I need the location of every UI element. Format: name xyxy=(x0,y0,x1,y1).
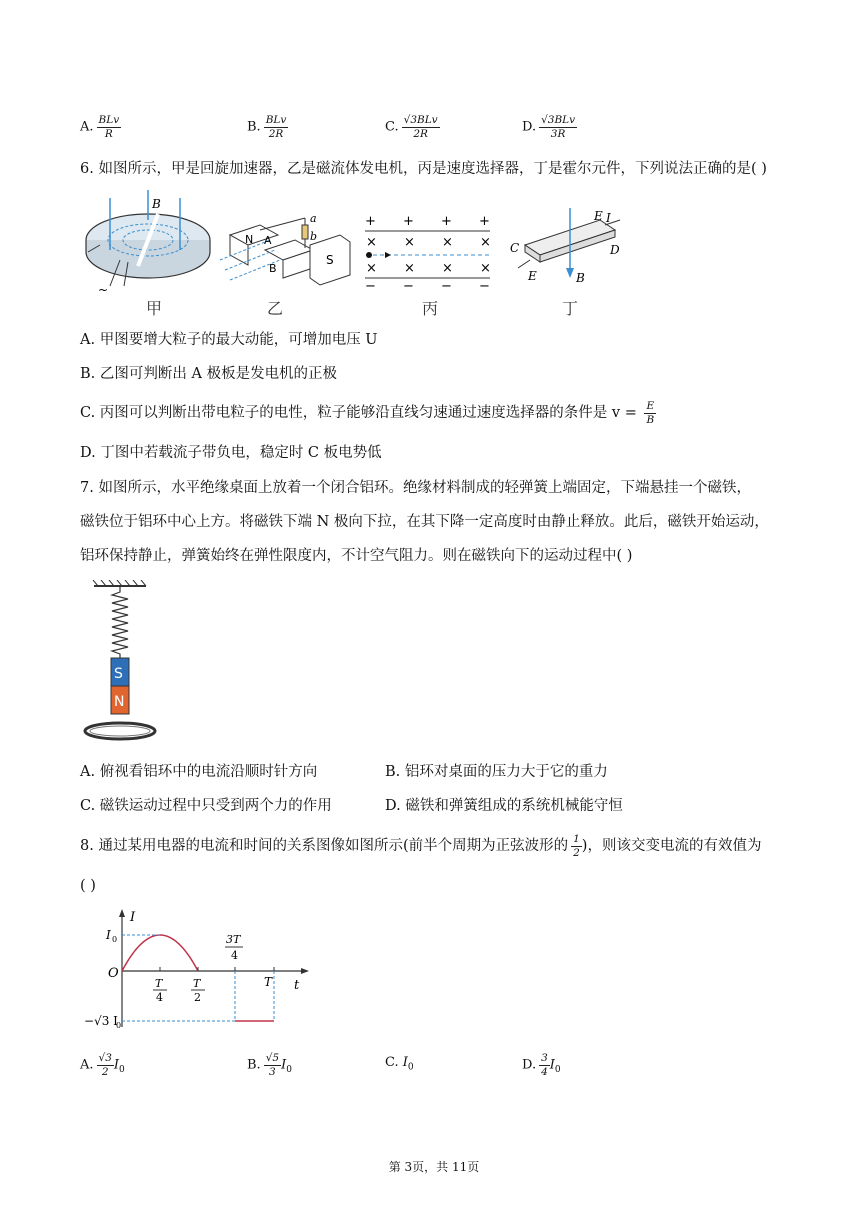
q7-option-a: A. 俯视看铝环中的电流沿顺时针方向 xyxy=(80,764,318,780)
svg-text:C: C xyxy=(510,241,520,255)
q6-option-d: D. 丁图中若载流子带负电，稳定时 C 板电势低 xyxy=(80,445,382,461)
svg-text:−: − xyxy=(479,279,490,294)
q7-option-d: D. 磁铁和弹簧组成的系统机械能守恒 xyxy=(385,798,623,814)
svg-text:×: × xyxy=(404,235,415,250)
q8-stem: 8. 通过某用电器的电流和时间的关系图像如图所示(前半个周期为正弦波形的 $\frac{1}{2}$ )，则该交变电流的有效值为 xyxy=(80,833,762,859)
q7-spring-magnet-figure xyxy=(80,580,170,750)
svg-text:~: ~ xyxy=(98,283,109,297)
svg-text:O: O xyxy=(108,966,119,981)
svg-text:0: 0 xyxy=(116,1021,122,1030)
svg-text:×: × xyxy=(404,261,415,276)
page-footer: 第 3页，共 11页 xyxy=(388,1160,480,1174)
q8-option-c: C. $I_0$ xyxy=(385,1055,414,1073)
mhd-generator-figure xyxy=(220,212,350,285)
svg-text:−: − xyxy=(403,279,414,294)
svg-text:4: 4 xyxy=(156,991,163,1004)
svg-text:E: E xyxy=(594,209,603,223)
velocity-selector-figure xyxy=(365,214,491,294)
plate-A-label: A xyxy=(264,234,272,247)
svg-text:E: E xyxy=(528,269,537,283)
svg-text:−: − xyxy=(365,279,376,294)
q5-option-c: C. $\frac{\text{√3BLv}}{2R}$ xyxy=(385,114,438,140)
fig-label-ding: 丁 xyxy=(561,299,578,318)
q7-option-c: C. 磁铁运动过程中只受到两个力的作用 xyxy=(80,798,332,814)
q5-option-a: A. $\frac{\text{BLv}}{R}$ xyxy=(80,114,120,140)
svg-text:+: + xyxy=(479,214,490,229)
svg-text:T: T xyxy=(193,977,201,990)
svg-text:T: T xyxy=(155,977,163,990)
svg-text:×: × xyxy=(442,261,453,276)
svg-text:b: b xyxy=(310,230,318,243)
plate-B-label: B xyxy=(269,262,277,275)
svg-text:×: × xyxy=(480,261,491,276)
fig-label-bing: 丙 xyxy=(421,299,438,318)
q8-current-graph xyxy=(80,905,320,1035)
q8-stem-tail: ( ) xyxy=(80,878,96,894)
aluminum-ring xyxy=(85,723,155,739)
q6-stem: 6. 如图所示，甲是回旋加速器，乙是磁流体发电机，丙是速度选择器，丁是霍尔元件，下列说法正确的是( ) xyxy=(80,161,767,177)
svg-text:+: + xyxy=(365,214,376,229)
cyclotron-figure xyxy=(86,190,210,297)
svg-text:I: I xyxy=(606,211,611,225)
q6-option-a: A. 甲图要增大粒子的最大动能，可增加电压 U xyxy=(80,332,378,348)
svg-text:T: T xyxy=(264,975,273,989)
q5-option-d: D. $\frac{\text{√3BLv}}{3R}$ xyxy=(522,114,576,140)
svg-text:2: 2 xyxy=(194,991,201,1004)
svg-text:×: × xyxy=(366,261,377,276)
svg-text:×: × xyxy=(366,235,377,250)
q8-option-b: B. $\frac{√5}{3}$ $I_0$ xyxy=(247,1052,292,1078)
svg-text:−√3 I: −√3 I xyxy=(84,1014,118,1028)
svg-text:I: I xyxy=(106,928,111,942)
q6-option-c: C. 丙图可以判断出带电粒子的电性，粒子能够沿直线匀速通过速度选择器的条件是 v = $\frac{E}{B}$ xyxy=(80,400,655,426)
svg-text:a: a xyxy=(310,212,317,225)
svg-text:3T: 3T xyxy=(226,933,241,946)
cyclotron-B-label: B xyxy=(152,197,161,211)
q7-stem-line-1: 7. 如图所示，水平绝缘桌面上放着一个闭合铝环。绝缘材料制成的轻弹簧上端固定，下端悬挂一个磁铁， xyxy=(80,480,751,496)
q6-option-b: B. 乙图可判断出 A 极板是发电机的正极 xyxy=(80,366,338,382)
q7-stem-line-2: 磁铁位于铝环中心上方。将磁铁下端 N 极向下拉，在其下降一定高度时由静止释放。此后，磁铁开始运动， xyxy=(80,514,769,530)
svg-text:D: D xyxy=(610,243,620,257)
fig-label-jia: 甲 xyxy=(145,299,162,318)
q5-option-b: B. $\frac{\text{BLv}}{2R}$ xyxy=(247,114,287,140)
svg-text:×: × xyxy=(480,235,491,250)
svg-text:×: × xyxy=(442,235,453,250)
q8-option-a: A. $\frac{√3}{2}$ $I_0$ xyxy=(80,1052,125,1078)
svg-text:S: S xyxy=(114,666,123,682)
svg-text:I: I xyxy=(130,910,136,925)
q8-option-d: D. $\frac{3}{4}$ $I_0$ xyxy=(522,1052,561,1078)
q7-stem-line-3: 铝环保持静止，弹簧始终在弹性限度内，不计空气阻力。则在磁铁向下的运动过程中( ) xyxy=(80,548,633,564)
svg-text:N: N xyxy=(114,694,125,710)
svg-text:+: + xyxy=(441,214,452,229)
svg-text:−: − xyxy=(441,279,452,294)
svg-text:0: 0 xyxy=(112,935,118,944)
fig-label-yi: 乙 xyxy=(266,299,283,318)
svg-text:+: + xyxy=(403,214,414,229)
magnet-S-label: S xyxy=(326,253,334,267)
svg-text:B: B xyxy=(576,271,585,285)
plate-N-label: N xyxy=(245,233,254,246)
svg-text:t: t xyxy=(294,978,300,993)
svg-text:4: 4 xyxy=(231,949,238,962)
q7-option-b: B. 铝环对桌面的压力大于它的重力 xyxy=(385,764,608,780)
hall-element-figure xyxy=(510,208,620,285)
